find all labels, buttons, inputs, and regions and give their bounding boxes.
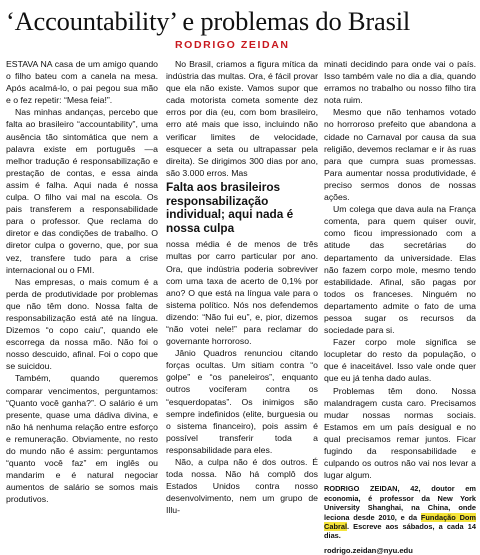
author-bio <box>324 484 476 540</box>
author-email: rodrigo.zeidan@nyu.edu <box>324 545 413 555</box>
paragraph: Nas minhas andanças, percebo que falta ao brasileiro “accountability”, uma ausência tão sintomática que nem a palavra existe em português —a melhor tradução é responsabilização e prestação de contas, e essa ainda assim é falha. Aqui nada é nossa culpa. O filho vai mal na escola. Os pais transferem a responsabilidade para o professor. Que reclama do diretor e das condições de trabalho. O diretor culpa o governo, que, por sua vez, transfere tudo para a crise internacional ou o FMI. <box>6 107 158 275</box>
article-column-1 <box>6 58 158 505</box>
author-byline: RODRIGO ZEIDAN <box>175 39 290 51</box>
paragraph: Nas empresas, o mais comum é a perda de produtividade por problemas que não têm dono. Nossa falta de responsabilização está até na língua. Dizemos “o copo caiu”, quando ele escorrega da nossa mão. Não foi o nosso descuido, afinal. Foi o copo que se suicidou. <box>6 276 158 372</box>
bio-text-end: . Escreve aos sábados, a cada 14 dias. <box>324 521 476 541</box>
paragraph: ESTAVA NA casa de um amigo quando o filho bateu com a canela na mesa. Após acalmá-lo, o pai pegou sua mão e o fez repetir: “Mesa feia!”. <box>6 59 158 106</box>
paragraph: Não, a culpa não é dos outros. É toda nossa. Não há complô dos Estados Unidos contra nosso desenvolvimento, nem um grupo de Illu- <box>166 457 318 516</box>
paragraph: Fazer corpo mole significa se locupletar do resto da população, o que é inaceitável. Isso vale onde quer que eu já tenha dado aulas. <box>324 337 476 384</box>
paragraph: Também, quando queremos comparar vencimentos, perguntamos: “Quanto você ganha?”. O salário é um presente, quase uma dádiva divina, e não há nenhuma relação entre esforço e remuneração. Obviamente, no resto do mundo não é assim: perguntamos “quanto você faz” em inglês ou mandarim e é natural negociar aumentos de salário se somos mais produtivos. <box>6 373 158 505</box>
paragraph: No Brasil, criamos a figura mítica da indústria das multas. Ora, é fácil provar que ela não existe. Vamos supor que cada motorista cometa somente dez erros por dia (eu, com bom brasileiro, erro até mais que isso, incluindo não verificar limites de velocidade, esquecer a seta ou ultrapassar pela direita). Se dirigimos 300 dias por ano, são 3.000 erros. Mas <box>166 59 318 178</box>
bio-highlight: Fundação Dom Cabral <box>324 512 476 531</box>
paragraph: Problemas têm dono. Nossa malandragem custa caro. Precisamos mudar nossas normas sociais. Estamos em um país desigual e no qual precisamos remar juntos. Ficar fugindo da responsabilidade e culpando os outros não vai nos levar a lugar algum. <box>324 385 476 481</box>
paragraph: Jânio Quadros renunciou citando forças ocultas. Um sitiam contra “o golpe” e “os paneleiros”, enquanto outros vociferam contra os “esquerdopatas”. Os inimigos são sempre indefinidos (elite, burguesia ou o sistema financeiro), pois assim é possível transferir toda a responsabilidade para eles. <box>166 348 318 455</box>
article-column-2 <box>166 58 318 516</box>
bio-text: RODRIGO ZEIDAN, 42, doutor em economia, é professor da New York University Shanghai, na China, onde leciona desde 2010, e da <box>324 484 476 522</box>
paragraph: Um colega que dava aula na França comenta, para quem quiser ouvir, como ficou impressionado com a atitude das secretárias do departamento da universidade. Elas não fazem corpo mole, mesmo tendo estabilidade. Afinal, são pagas por todos os franceses. Ninguém no departamento admite o fato de uma pessoa sugar os recursos da sociedade para si. <box>324 204 476 336</box>
paragraph: nossa média é de menos de três multas por carro particular por ano. Ora, que indústria poderia sobreviver com uma taxa de acerto de 0,1% por ano? O que está na língua vale para o sistema político. Nós nos defendemos dizendo: “Não fui eu”, e, pior, dizemos “não votei nele!” para reclamar do governante horroroso. <box>166 239 318 347</box>
pull-quote: Falta aos brasileiros responsabilização individual; aqui nada é nossa culpa <box>166 179 294 235</box>
paragraph: Mesmo que não tenhamos votado no horroroso prefeito que abandona a cidade no Carnaval por causa da sua religião, devemos reclamar e ir às ruas para que cumpra suas promessas. Para aumentar nossa produtividade, é preciso sermos donos de nossas ações. <box>324 107 476 203</box>
article-column-3 <box>324 58 476 555</box>
article-headline: ‘Accountability’ e problemas do Brasil <box>6 6 411 36</box>
paragraph: minati decidindo para onde vai o país. Isso também vale no dia a dia, quando erramos no trabalho ou nosso filho tira nota ruim. <box>324 59 476 106</box>
